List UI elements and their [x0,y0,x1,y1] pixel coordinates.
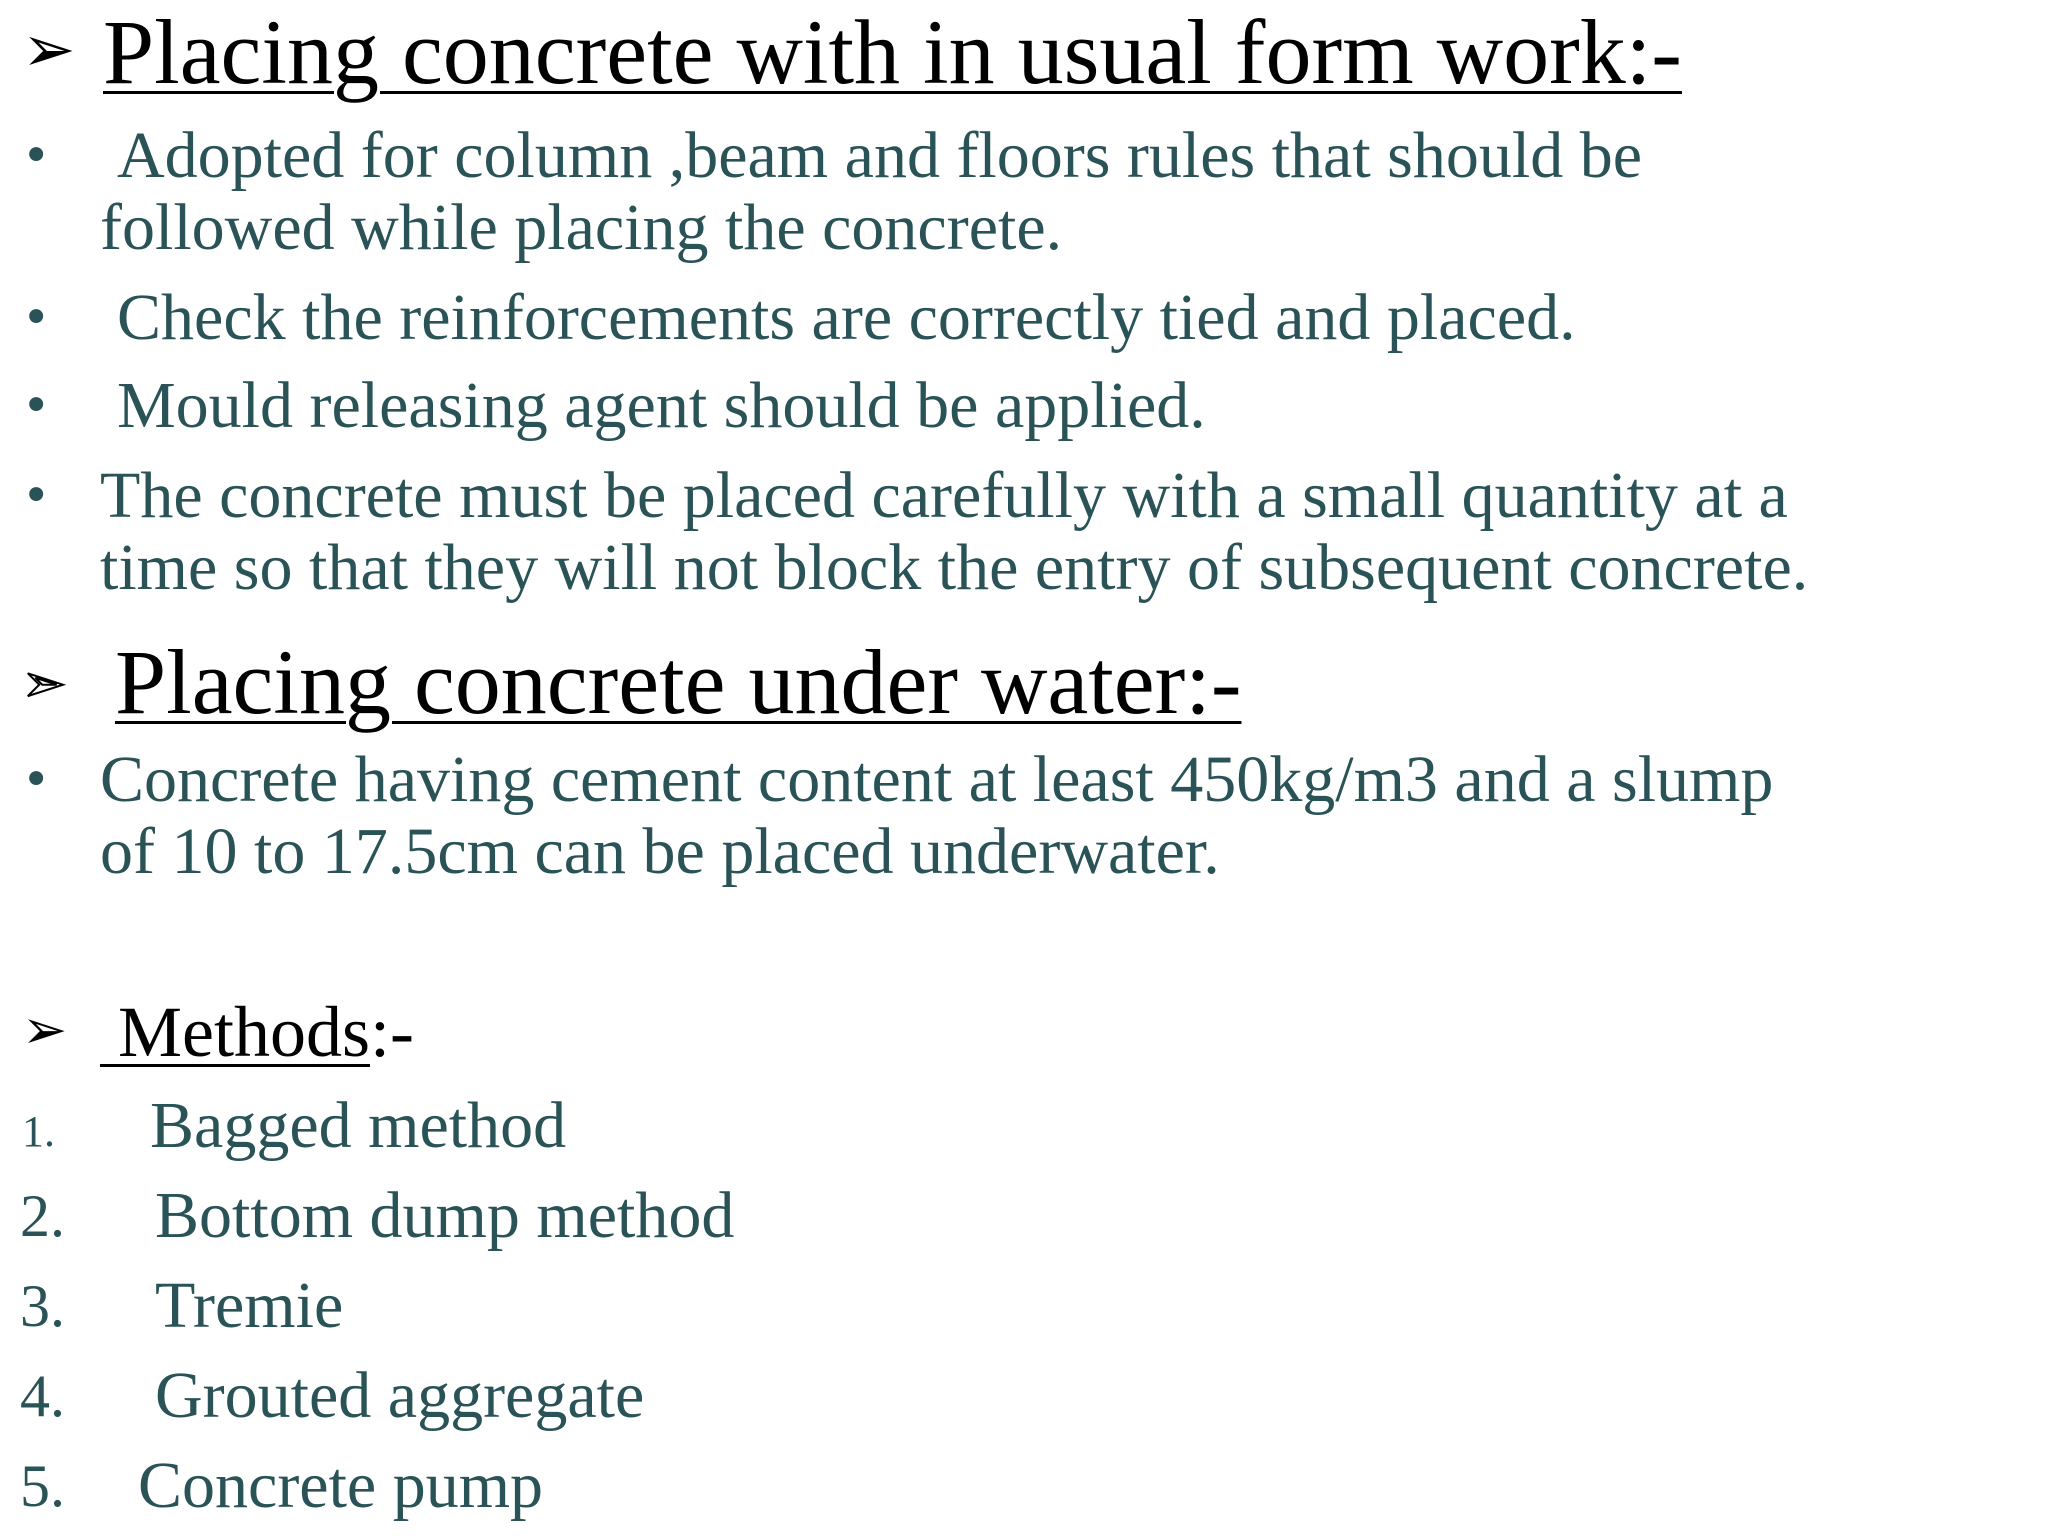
list-item-number: 2. [20,1183,65,1249]
list-item-number: 4. [20,1363,65,1429]
arrow-bullet-icon: ➢ [22,998,68,1061]
list-item-number: 5. [20,1453,65,1519]
bullet-icon: • [22,128,51,184]
bullet-text-line: Check the reinforcements are correctly tied and placed. [117,281,1576,354]
section-heading-methods [100,992,414,1072]
list-item-number: 1. [22,1107,55,1156]
list-item-text: Bottom dump method [155,1179,735,1252]
bullet-text-line: Mould releasing agent should be applied. [117,369,1206,442]
methods-heading-label: Methods [118,992,370,1072]
methods-heading-suffix: :- [370,992,414,1072]
arrow-bullet-icon: ➢ [22,13,76,87]
list-item-text: Tremie [155,1269,344,1342]
list-item-text: Concrete pump [138,1449,544,1522]
list-item-text: Grouted aggregate [155,1359,645,1432]
list-item-number: 3. [20,1273,65,1339]
section-heading-form-work: Placing concrete with in usual form work:- [103,1,1682,103]
bullet-text-line: Concrete having cement content at least 450kg/m3 and a slump [100,743,1774,816]
section-heading-under-water: Placing concrete under water:- [115,631,1242,733]
arrow-bullet-icon: ➢ [22,654,66,714]
bullet-text-line: of 10 to 17.5cm can be placed underwater. [100,815,1220,888]
bullet-icon: • [22,378,51,434]
bullet-icon: • [22,752,51,808]
list-item-text: Bagged method [150,1089,567,1162]
bullet-icon: • [22,468,51,524]
bullet-text-line: Adopted for column ,beam and floors rules that should be [117,119,1642,192]
bullet-text-line: time so that they will not block the entry of subsequent concrete. [100,531,1809,604]
bullet-text-line: The concrete must be placed carefully with a small quantity at a [100,459,1788,532]
bullet-text-line: followed while placing the concrete. [100,191,1063,264]
bullet-icon: • [22,290,51,346]
